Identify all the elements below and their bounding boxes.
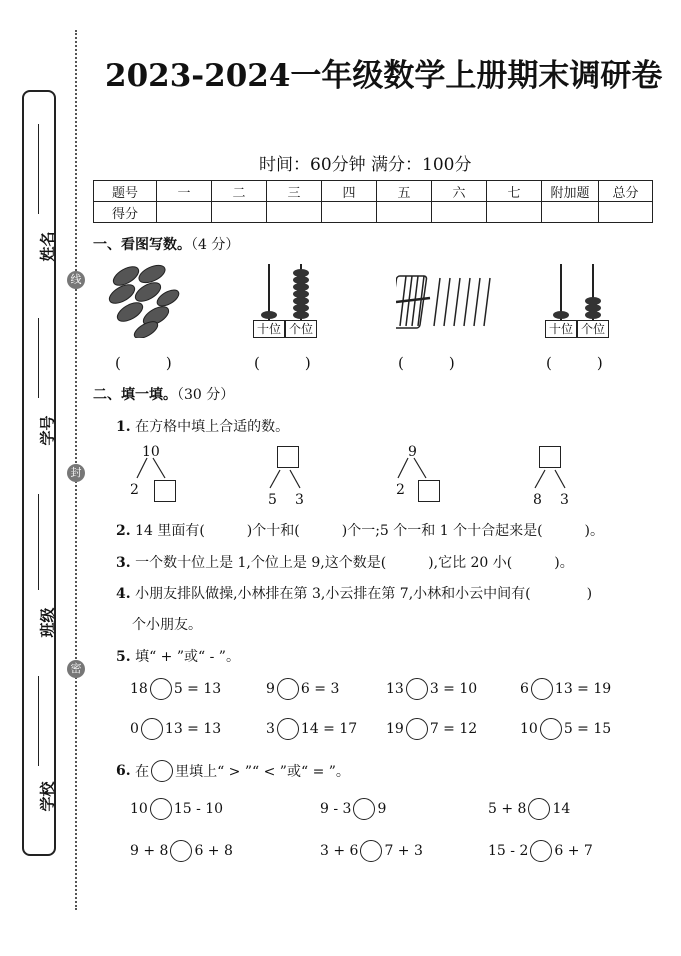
bead-icon bbox=[585, 311, 601, 319]
score-table-header-row bbox=[94, 181, 653, 202]
compare-circle[interactable] bbox=[360, 840, 382, 862]
circle-icon bbox=[151, 760, 173, 782]
answer-blank[interactable]: ( ) bbox=[398, 354, 455, 372]
score-input-cell[interactable] bbox=[212, 202, 267, 223]
table-cell: 七 bbox=[487, 181, 542, 202]
class-line bbox=[38, 494, 39, 590]
question-6 bbox=[116, 760, 350, 782]
table-cell: 五 bbox=[377, 181, 432, 202]
bead-icon bbox=[585, 297, 601, 305]
name-line bbox=[38, 124, 39, 214]
abacus-2 bbox=[544, 262, 612, 324]
operator-circle[interactable] bbox=[406, 678, 428, 700]
compare-circle[interactable] bbox=[353, 798, 375, 820]
school-label: 学校 bbox=[38, 781, 57, 812]
abacus-1 bbox=[252, 262, 320, 324]
diagram-3-top: 9 bbox=[408, 444, 417, 460]
ones-label: 个位 bbox=[285, 320, 317, 338]
diagram-1-left: 2 bbox=[130, 482, 139, 498]
question-text: 在 bbox=[135, 764, 150, 780]
comparison: 5 + 8 14 bbox=[488, 798, 570, 820]
section-2-title: 二、填一填。 bbox=[93, 387, 177, 403]
score-input-cell[interactable] bbox=[377, 202, 432, 223]
table-cell: 附加题 bbox=[542, 181, 599, 202]
answer-box[interactable] bbox=[154, 480, 176, 502]
equation: 9 6 = 3 bbox=[266, 678, 339, 700]
bead-icon bbox=[293, 311, 309, 319]
question-1 bbox=[116, 416, 289, 436]
school-line bbox=[38, 676, 39, 766]
score-input-cell[interactable] bbox=[487, 202, 542, 223]
compare-circle[interactable] bbox=[150, 798, 172, 820]
operator-circle[interactable] bbox=[277, 678, 299, 700]
page-title: 2023-2024一年级数学上册期末调研卷 bbox=[105, 58, 663, 94]
comparison: 15 - 2 6 + 7 bbox=[488, 840, 593, 862]
bead-icon bbox=[293, 297, 309, 305]
tens-label: 十位 bbox=[253, 320, 285, 338]
diagram-3-left: 2 bbox=[396, 482, 405, 498]
operator-circle[interactable] bbox=[141, 718, 163, 740]
table-cell: 题号 bbox=[94, 181, 157, 202]
equation: 6 13 = 19 bbox=[520, 678, 611, 700]
score-table-score-row bbox=[94, 202, 653, 223]
diagram-4-right: 3 bbox=[560, 492, 569, 508]
operator-circle[interactable] bbox=[406, 718, 428, 740]
question-4 bbox=[116, 583, 592, 603]
question-number: 2. bbox=[116, 523, 131, 539]
question-2 bbox=[116, 520, 604, 540]
question-4-continued: 个小朋友。 bbox=[132, 617, 202, 633]
question-number: 3. bbox=[116, 555, 131, 571]
answer-box[interactable] bbox=[539, 446, 561, 468]
question-text: 14 里面有( )个十和( )个一;5 个一和 1 个十合起来是( )。 bbox=[135, 523, 604, 539]
operator-circle[interactable] bbox=[531, 678, 553, 700]
bead-icon bbox=[261, 311, 277, 319]
seal-secret: 密 bbox=[67, 660, 85, 678]
bead-icon bbox=[293, 283, 309, 291]
equation: 18 5 = 13 bbox=[130, 678, 221, 700]
score-table bbox=[93, 180, 653, 223]
leaves-picture bbox=[108, 262, 180, 338]
equation: 19 7 = 12 bbox=[386, 718, 477, 740]
diagram-2-left: 5 bbox=[268, 492, 277, 508]
table-cell: 总分 bbox=[599, 181, 653, 202]
question-number: 1. bbox=[116, 419, 131, 435]
sticks-picture bbox=[396, 268, 498, 332]
operator-circle[interactable] bbox=[150, 678, 172, 700]
question-text: 在方格中填上合适的数。 bbox=[135, 419, 290, 435]
diagram-4-left: 8 bbox=[533, 492, 542, 508]
bead-icon bbox=[585, 304, 601, 312]
score-input-cell[interactable] bbox=[599, 202, 653, 223]
section-1-points: （4 分） bbox=[191, 237, 240, 253]
decomposition-lines bbox=[125, 444, 665, 512]
table-cell: 一 bbox=[157, 181, 212, 202]
operator-circle[interactable] bbox=[277, 718, 299, 740]
operator-circle[interactable] bbox=[540, 718, 562, 740]
equation: 13 3 = 10 bbox=[386, 678, 477, 700]
answer-blank[interactable]: ( ) bbox=[254, 354, 311, 372]
score-input-cell[interactable] bbox=[267, 202, 322, 223]
comparison: 3 + 6 7 + 3 bbox=[320, 840, 423, 862]
bead-icon bbox=[293, 276, 309, 284]
table-cell: 二 bbox=[212, 181, 267, 202]
equation: 10 5 = 15 bbox=[520, 718, 611, 740]
section-2-points: （30 分） bbox=[177, 387, 235, 403]
question-text: 一个数十位上是 1,个位上是 9,这个数是( ),它比 20 小( )。 bbox=[135, 555, 574, 571]
bead-icon bbox=[553, 311, 569, 319]
section-2-heading bbox=[93, 384, 234, 404]
answer-blank[interactable]: ( ) bbox=[115, 354, 172, 372]
table-cell: 四 bbox=[322, 181, 377, 202]
section-1-title: 一、看图写数。 bbox=[93, 237, 191, 253]
table-cell: 三 bbox=[267, 181, 322, 202]
ones-label: 个位 bbox=[577, 320, 609, 338]
compare-circle[interactable] bbox=[170, 840, 192, 862]
score-input-cell[interactable] bbox=[157, 202, 212, 223]
question-text: 里填上“ > ”“ < ”或“ = ”。 bbox=[175, 764, 350, 780]
name-label: 姓名 bbox=[38, 231, 57, 262]
question-3 bbox=[116, 552, 574, 572]
answer-box[interactable] bbox=[418, 480, 440, 502]
section-1-heading bbox=[93, 234, 239, 254]
diagram-1-top: 10 bbox=[142, 444, 160, 460]
bead-icon bbox=[293, 290, 309, 298]
answer-box[interactable] bbox=[277, 446, 299, 468]
binding-strip bbox=[22, 90, 56, 856]
seal-line: 线 bbox=[67, 271, 85, 289]
question-number: 4. bbox=[116, 586, 131, 602]
table-cell: 得分 bbox=[94, 202, 157, 223]
tens-label: 十位 bbox=[545, 320, 577, 338]
question-number: 5. bbox=[116, 649, 131, 665]
compare-circle[interactable] bbox=[528, 798, 550, 820]
score-input-cell[interactable] bbox=[542, 202, 599, 223]
seal-seal: 封 bbox=[67, 464, 85, 482]
bead-icon bbox=[293, 269, 309, 277]
question-number: 6. bbox=[116, 763, 131, 779]
score-input-cell[interactable] bbox=[322, 202, 377, 223]
equation: 0 13 = 13 bbox=[130, 718, 221, 740]
class-label: 班级 bbox=[38, 607, 57, 638]
question-text: 小朋友排队做操,小林排在第 3,小云排在第 7,小林和小云中间有( ) bbox=[135, 586, 593, 602]
question-5 bbox=[116, 646, 240, 666]
time-score-line: 时间：60分钟 满分：100分 bbox=[259, 155, 472, 175]
comparison: 9 + 8 6 + 8 bbox=[130, 840, 233, 862]
score-input-cell[interactable] bbox=[432, 202, 487, 223]
student-id-label: 学号 bbox=[38, 415, 57, 446]
question-text: 填“ + ”或“ - ”。 bbox=[135, 649, 240, 665]
comparison: 9 - 3 9 bbox=[320, 798, 386, 820]
answer-blank[interactable]: ( ) bbox=[546, 354, 603, 372]
equation: 3 14 = 17 bbox=[266, 718, 357, 740]
table-cell: 六 bbox=[432, 181, 487, 202]
diagram-2-right: 3 bbox=[295, 492, 304, 508]
compare-circle[interactable] bbox=[530, 840, 552, 862]
bead-icon bbox=[293, 304, 309, 312]
comparison: 10 15 - 10 bbox=[130, 798, 223, 820]
student-id-line bbox=[38, 318, 39, 398]
